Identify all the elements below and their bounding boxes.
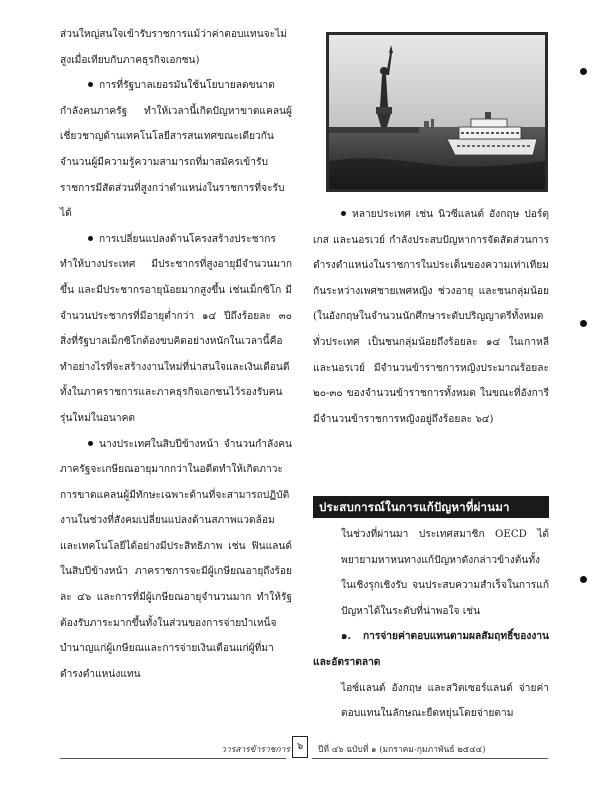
right-column-lower: [313, 522, 549, 727]
edge-mark-dot: [580, 320, 587, 327]
issue-info: ปีที่ ๔๖ ฉบับที่ ๑ (มกราคม-กุมภาพันธ์ ๒๕๔๔): [318, 745, 486, 755]
numbered-heading-text: ๑. การจ่ายค่าตอบแทนตามผลสัมฤทธิ์ของงานและอัตราตลาด: [313, 630, 549, 668]
numbered-heading: [313, 624, 549, 675]
intro-paragraph: ส่วนใหญ่สนใจเข้ารับราชการแม้ว่าค่าตอบแทนจะไม่สูงเมื่อเทียบกับภาคธุรกิจเอกชน): [60, 29, 287, 66]
bullet-icon: [88, 441, 93, 446]
edge-mark-dot: [580, 68, 587, 75]
numbered-body-paragraph: ไอซ์แลนด์ อังกฤษ และสวิตเซอร์แลนด์ จ่ายค่าตอบแทนในลักษณะยืดหยุ่นโดยจ่ายตาม: [341, 682, 549, 720]
bullet-paragraph-retirement: [60, 432, 292, 688]
page-number: ๖: [292, 736, 308, 758]
bullet-text: การที่รัฐบาลเยอรมันใช้นโยบายลดขนาดกำลังคนภาครัฐ ทำให้เวลานี้เกิดปัญหาขาดแคลนผู้เชี่ยวชาญด้านเทคโนโลยีสารสนเทศขณะเดียวกัน จำนวนผู้มีความรู้ความสามารถที่มาสมัครเข้ารับราชการมีสัดส่วนที่สูงกว่าตำแหน่งในราชการที่จะรับได้: [60, 80, 292, 220]
section-heading: ประสบการณ์ในการแก้ปัญหาที่ผ่านมา: [313, 496, 549, 518]
footer-rule-right: [312, 758, 548, 759]
journal-name: วารสารข้าราชการ: [221, 745, 290, 755]
statue-of-liberty-photo-icon: [329, 35, 545, 189]
bullet-icon: [88, 82, 93, 87]
footer-rule-left: [60, 758, 286, 759]
bullet-paragraph-germany: [60, 73, 292, 227]
bullet-text: หลายประเทศ เช่น นิวซีแลนด์ อังกฤษ ปอร์ตุเกส และนอรเวย์ กำลังประสบปัญหาการจัดสัดส่วนการดำรงตำแหน่งในราชการในประเด็นของความเท่าเทียมกันระหว่างเพศชายเพศหญิง ช่วงอายุ และชนกลุ่มน้อย (ในอังกฤษในจำนวนนักศึกษาระดับปริญญาตรีทั้งหมดทั่วประเทศ เป็นชนกลุ่มน้อยถึงร้อยละ ๑๔ ในเกาหลีและนอรเวย์ มีจำนวนข้าราชการหญิงประมาณร้อยละ ๒๐-๓๐ ของจำนวนข้าราชการทั้งหมด ในขณะที่อังการี มีจำนวนข้าราชการหญิงอยู่ถึงร้อยละ ๖๔): [313, 209, 549, 425]
right-column-upper: [313, 202, 549, 432]
bullet-paragraph-population: [60, 227, 292, 432]
bullet-icon: [341, 211, 346, 216]
section-intro-paragraph: ในช่วงที่ผ่านมา ประเทศสมาชิก OECD ได้พยายามหาหนทางแก้ปัญหาดังกล่าวข้างต้นทั้งในเชิงรุกเชิงรับ จนประสบความสำเร็จในการแก้ปัญหาได้ในระดับที่น่าพอใจ เช่น: [341, 529, 549, 617]
bullet-text: การเปลี่ยนแปลงด้านโครงสร้างประชากรทำให้บางประเทศ มีประชากรที่สูงอายุมีจำนวนมากขึ้น และมีประชากรอายุน้อยมากสูงขึ้น เช่นเม็กซิโก มีจำนวนประชากรที่มีอายุต่ำกว่า ๑๔ ปีถึงร้อยละ ๓๐ สิ่งที่รัฐบาลเม็กซิโกต้องขบคิดอย่างหนักในเวลานี้คือทำอย่างไรที่จะสร้างงานใหม่ที่น่าสนใจและเงินเดือนดีทั้งในภาคราชการและภาคธุรกิจเอกชนไว้รองรับคนรุ่นใหม่ในอนาคต: [60, 233, 292, 424]
left-column: [60, 22, 292, 687]
bullet-text: นางประเทศในสิบปีข้างหน้า จำนวนกำลังคนภาครัฐจะเกษียณอายุมากกว่าในอดีตทำให้เกิดภาวะการขาดแคลนผู้มีทักษะเฉพาะด้านที่จะสามารถปฏิบัติงานในช่วงที่สังคมเปลี่ยนแปลงด้านสภาพแวดล้อมและเทคโนโลยีได้อย่างมีประสิทธิภาพ เช่น ฟินแลนด์ในสิบปีข้างหน้า ภาคราชการจะมีผู้เกษียณอายุถึงร้อยละ ๔๖ และการที่มีผู้เกษียณอายุจำนวนมาก ทำให้รัฐต้องรับภาระมากขึ้นทั้งในส่วนของการจ่ายบำเหน็จบำนาญแก่ผู้เกษียณและการจ่ายเงินเดือนแก่ผู้ที่มาดำรงตำแหน่งแทน: [60, 438, 292, 680]
bullet-paragraph-gender-balance: [313, 202, 549, 432]
statue-of-liberty-photo: [326, 32, 548, 192]
edge-mark-dot: [580, 576, 587, 583]
page-footer: [0, 740, 612, 766]
bullet-icon: [88, 236, 93, 241]
